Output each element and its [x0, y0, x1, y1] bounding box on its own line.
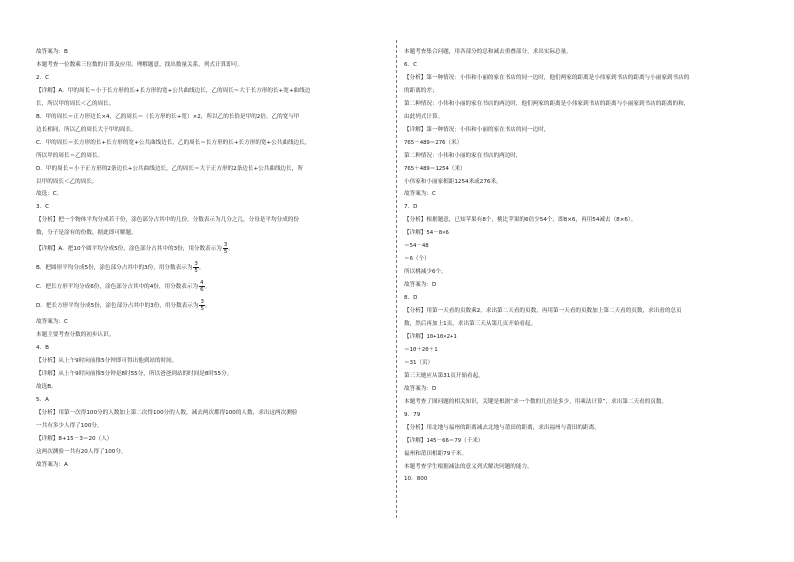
text-line: [404, 188, 749, 201]
text-line: [404, 253, 749, 266]
text-line: [36, 59, 381, 72]
line-text: 数，然后再加上1页，求出第三天从第几页开始看起。: [404, 321, 537, 328]
text-line: [404, 240, 749, 253]
line-text: C．甲的周长＝长方形的长+长方形的宽+公共曲线边长，乙的周长＝长方形的长+长方形的宽+公共曲线边长，: [36, 139, 311, 146]
line-text: 这两次测验一共有20人得了100分。: [36, 448, 127, 455]
text-line: [404, 72, 749, 85]
line-text: 故选：C。: [36, 191, 63, 198]
line-text: 【详解】10+10×2+1: [404, 333, 457, 340]
fraction-numerator: 3: [194, 261, 198, 268]
line-text: 【分析】第一种情况：小伟和小丽的家在书店的同一边时，他们两家的距离是小伟家到书店的距离与小丽家到书店的: [404, 74, 690, 81]
text-line: [36, 259, 381, 278]
text-line: [36, 72, 381, 85]
line-text: D．甲的周长＝小于正方形的2条边长+公共曲线边长，乙的周长＝大于正方形的2条边长+公共曲线边长，所: [36, 165, 303, 172]
fraction-denominator: 6: [200, 287, 204, 294]
line-text: 【分析】根据题意，已知苹果有8个，桃比苹果的6倍少54个，即8×6，再用54减去（8×6）。: [404, 217, 637, 224]
line-text: 【详解】A．把10个圆平均分成5份，涂色部分占其中的3份，用分数表示为: [36, 246, 222, 253]
text-line: [36, 188, 381, 201]
line-text: 【分析】把一个物体平均分成若干份，涂色部分占其中的几份，分数表示为几分之几，分母是平均分成的份: [36, 217, 299, 224]
line-text: 【分析】用第一天看的页数乘2，求出第二天看的页数，再用第一天看的页数加上第二天看的页数，求出看的总页: [404, 308, 682, 315]
fraction-numerator: 3: [223, 242, 228, 249]
fraction-denominator: 5: [194, 268, 198, 275]
text-line: [36, 278, 381, 297]
text-line: [36, 176, 381, 189]
text-line: [404, 473, 749, 486]
line-text: 第二种情况：小伟和小丽的家在书店的两边时，: [404, 152, 522, 159]
text-line: [404, 85, 749, 98]
line-text: 数，分子是涂有的份数，据此即可解题。: [36, 230, 137, 237]
text-line: [36, 407, 381, 420]
text-line: [404, 344, 749, 357]
line-text: ＝31（页）: [404, 359, 434, 366]
line-text: B．甲的周长＝正方形边长×4，乙的周长＝（长方形的长+宽）×2，所以乙的长恰是甲的2倍，乙的宽与甲: [36, 113, 300, 120]
line-text: 故答案为：B: [36, 49, 68, 55]
text-line: [404, 279, 749, 292]
text-line: [404, 98, 749, 111]
text-line: [36, 85, 381, 98]
text-line: [404, 383, 749, 396]
text-line: [36, 163, 381, 176]
text-line: [404, 318, 749, 331]
text-line: [404, 461, 749, 474]
text-line: [404, 422, 749, 435]
text-line: [36, 124, 381, 137]
fraction-denominator: 5: [223, 249, 228, 256]
text-line: [404, 448, 749, 461]
line-text: 765－489＝276（米）: [404, 139, 463, 146]
line-text: 5．A: [36, 397, 49, 404]
text-line: [36, 201, 381, 214]
line-text: 【分析】用第一次得100分的人数加上第二次得100分的人数，减去两次都得100的人数，求出这两次测验: [36, 409, 298, 416]
line-text-end: 。: [204, 303, 211, 310]
text-line: [404, 163, 749, 176]
fraction-denominator: 5: [200, 306, 204, 313]
text-line: [404, 46, 749, 59]
text-line: [36, 394, 381, 407]
line-text: 8．D: [404, 295, 418, 302]
text-line: [404, 137, 749, 150]
line-text: 【分析】从上午9时向前推5分钟即可得出他到站的时间。: [36, 358, 178, 365]
left-column: [36, 46, 381, 472]
text-line: [404, 201, 749, 214]
line-text-end: 。: [198, 265, 205, 272]
line-text: 一共有多少人得了100分。: [36, 422, 103, 429]
text-line: [404, 150, 749, 163]
line-text: 第二种情况：小伟和小丽的家在书店的两边时，他们两家的距离是小伟家到书店的距离与小丽家到书店的距离的和，: [404, 100, 690, 107]
line-text: 以甲的周长＜乙的周长。: [36, 178, 98, 185]
text-line: [36, 368, 381, 381]
fraction-numerator: 3: [200, 299, 204, 306]
line-text: 6．C: [404, 61, 418, 68]
line-text: 【详解】145－66＝79（千米）: [404, 437, 484, 444]
line-text: 9．79: [404, 411, 421, 418]
text-line: [404, 111, 749, 124]
text-line: [36, 316, 381, 329]
text-line: [404, 214, 749, 227]
text-line: [36, 214, 381, 227]
line-text: 由此列式计算。: [404, 113, 444, 120]
text-line: [36, 240, 381, 259]
text-line: [404, 435, 749, 448]
text-line: [36, 98, 381, 111]
line-text: 本题考查一位数乘三位数的计算及应用。理解题意，找出数量关系，列式计算即可。: [36, 61, 243, 68]
text-line: [36, 150, 381, 163]
line-text: 10．800: [404, 476, 428, 483]
text-line: [404, 357, 749, 370]
text-line: [404, 176, 749, 189]
line-text: 7．D: [404, 204, 418, 211]
text-line: [36, 355, 381, 368]
text-line: [36, 46, 381, 59]
line-text: 故答案为：C: [404, 191, 436, 198]
text-line: [404, 227, 749, 240]
right-column: [404, 46, 749, 486]
line-text: 故答案为：D: [404, 282, 437, 289]
text-line: [36, 227, 381, 240]
line-text: 长，所以甲的周长＜乙的周长。: [36, 100, 115, 107]
line-text: 故选B。: [36, 384, 57, 391]
line-text-end: 。: [204, 284, 211, 291]
line-text: 边长相同，所以乙的周长大于甲的周长。: [36, 126, 137, 133]
text-line: [36, 420, 381, 433]
line-text: 765＋489＝1254（米）: [404, 165, 466, 172]
text-line: [404, 124, 749, 137]
line-text: 故答案为：C: [36, 319, 68, 326]
line-text: 本题考查了图问题的相关知识，关键是根据“求一个数的几倍是多少，用乘法计算”，求出第二天看的页数。: [404, 398, 668, 405]
column-divider: [396, 40, 397, 518]
text-line: [404, 292, 749, 305]
line-text: 【分析】用北地与福州的距离减去北地与莆田的距离，求出福州与莆田的距离。: [404, 424, 600, 431]
line-text: 所以桃减少6个。: [404, 269, 447, 276]
text-line: [36, 137, 381, 150]
text-line: [36, 433, 381, 446]
line-text: 第三天她应从第31页开始看起。: [404, 372, 484, 379]
line-text: 2．C: [36, 74, 50, 81]
line-text: 故答案为：A: [36, 461, 68, 468]
text-line: [404, 59, 749, 72]
text-line: [36, 111, 381, 124]
line-text: ＝54－48: [404, 243, 429, 250]
line-text: 【详解】8+15－3＝20（人）: [36, 435, 113, 442]
line-text: 【详解】第一种情况：小伟和小丽的家在书店的同一边时，: [404, 126, 550, 133]
line-text: B．把圆形平均分成5份，涂色部分占其中的3份，用分数表示为: [36, 265, 193, 272]
line-text: 的距离的差；: [404, 87, 438, 94]
text-line: [36, 342, 381, 355]
text-line: [404, 331, 749, 344]
line-text: 所以甲的周长＝乙的周长。: [36, 152, 104, 159]
line-text: 4．B: [36, 345, 49, 352]
text-line: [404, 305, 749, 318]
text-line: [404, 370, 749, 383]
line-text: 小伟家和小丽家相距1254米或276米。: [404, 178, 502, 185]
fraction-numerator: 4: [200, 280, 204, 287]
text-line: [36, 297, 381, 316]
text-line: [404, 266, 749, 279]
text-line: [36, 459, 381, 472]
line-text: 3．C: [36, 204, 50, 211]
line-text: ＝6（个）: [404, 256, 430, 263]
line-text: D．把长方形平均分成5份，涂色部分占其中的3份，用分数表示为: [36, 303, 199, 310]
text-line: [36, 329, 381, 342]
line-text: 本题主要考查分数的初步认识。: [36, 332, 115, 339]
line-text: C．把长方形平均分成6份，涂色部分占其中的4份，用分数表示为: [36, 284, 199, 291]
line-text: 【详解】从上午9时向前推5分钟是8时55分，所以爸爸到站的时间是8时55分。: [36, 371, 233, 378]
line-text: ＝10＋20＋1: [404, 346, 438, 353]
line-text: 【详解】A．甲的周长＝小于长方形的长+长方形的宽+公共曲线边长，乙的周长＝大于长方形的长+宽+曲线边: [36, 87, 311, 94]
text-line: [404, 396, 749, 409]
line-text: 福州和莆田相距79千米。: [404, 450, 468, 457]
line-text: 【详解】54－8×6: [404, 230, 449, 237]
text-line: [36, 381, 381, 394]
line-text: 故答案为：D: [404, 385, 437, 392]
text-line: [36, 446, 381, 459]
line-text: 本题考查学生根据减法的意义列式解决问题的能力。: [404, 463, 533, 470]
line-text-end: 。: [228, 246, 234, 253]
text-line: [404, 409, 749, 422]
line-text: 本题考查集合问题，用各部分的总和减去重叠部分，求出实际总量。: [404, 49, 572, 55]
